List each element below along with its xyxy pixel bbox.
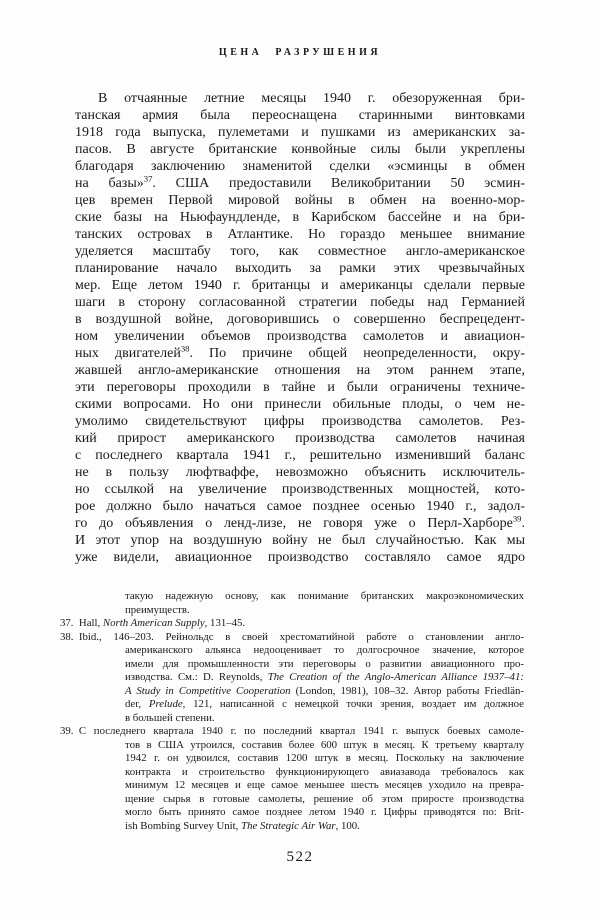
body-text-line: цев времен Первой мировой войны в обмен на военно-мор- (75, 193, 525, 208)
footnote-line: 37. Hall, North American Supply, 131–45. (60, 617, 246, 629)
footnote-line: 1942 г. он удвоился, составив 1200 штук в месяц. Поскольку на заключение (125, 752, 524, 764)
body-text-line: ных двигателей$^{38}$. По причине общей неопределенности, окру- (75, 345, 525, 361)
body-text-line: не в пользу люфтваффе, невозможно объяснить исключитель- (75, 465, 525, 480)
body-text-line: ские базы на Ньюфаундленде, в Карибском бассейне и на бри- (75, 210, 525, 225)
body-text-line: танская армия была переоснащена старинными винтовками (75, 108, 525, 123)
body-text-line: но ссылкой на увеличение производственных мощностей, кото- (75, 482, 525, 497)
body-text-line: рое должно было начаться самое позднее осенью 1940 г., задол- (75, 499, 525, 514)
footnotes (60, 590, 524, 833)
body-text-line: эти переговоры проходили в тайне и были ограничены техниче- (75, 380, 525, 395)
footnote-line: тов в США утроился, составив более 600 штук в месяц. К третьему кварталу (125, 738, 524, 751)
body-text-line: уже видели, авиационное производство составляло самое ядро (75, 550, 525, 565)
body-text (75, 90, 525, 566)
footnote-line: американского альянса недооценивает то долгосрочное значение, которое (125, 644, 524, 656)
footnote-line: в большей степени. (125, 711, 215, 724)
body-text-line: го до объявления о ленд-лизе, не говоря уже о Перл-Харборе$^{39}$. (75, 515, 525, 531)
body-text-line: 1918 года выпуска, пулеметами и пушками из американских за- (75, 125, 525, 140)
body-text-line: на базы»$^{37}$. США предоставили Великобритании 50 эсмин- (75, 175, 525, 191)
footnote-line: 38. Ibid., 146–203. Рейнольдс в своей хрестоматийной работе о становлении англо- (60, 630, 524, 643)
body-text-line: И этот упор на воздушную войну не был случайностью. Как мы (75, 533, 525, 548)
body-text-line: шаги в сторону согласованной стратегии победы над Германией (75, 295, 525, 310)
footnote-line: изводства. См.: D. Reynolds, The Creation of the Anglo-American Alliance 1937–41: (125, 671, 524, 683)
body-text-line: уделяется масштабу того, как совместное англо-американское (75, 244, 525, 259)
body-text-line: жавшей англо-американские отношения на этом раннем этапе, (75, 363, 525, 378)
body-text-line: мер. Еще летом 1940 г. британцы и американцы сделали первые (75, 278, 525, 293)
footnote-line: преимуществ. (125, 603, 190, 616)
body-text-line: с последнего квартала 1941 г., решительно изменивший баланс (75, 448, 525, 463)
footnote-line: 39. С последнего квартала 1940 г. по последний квартал 1941 г. выпуск боевых самоле- (60, 725, 524, 737)
footnote-line: щение сырья в готовые самолеты, решение об этом приросте производства (125, 792, 524, 805)
body-text-line: кий прирост американского производства самолетов начиная (75, 431, 525, 446)
footnote-line: контракта и строительство функционирующего авиазавода требовалось как (125, 765, 524, 778)
body-text-line: благодаря заключению знаменитой сделки «эсминцы в обмен (75, 159, 525, 174)
footnote-line: ish Bombing Survey Unit, The Strategic Air War, 100. (125, 819, 360, 832)
running-header: ЦЕНА РАЗРУШЕНИЯ (218, 47, 382, 58)
body-text-line: пасов. В августе британские конвойные силы были укреплены (75, 142, 525, 157)
body-text-line: в воздушной войне, договорившись о совершенно беспрецедент- (75, 312, 525, 327)
footnote-line: имели для промышленности эти переговоры о развитии авиационного про- (125, 657, 524, 670)
body-text-line: скими вопросами. Но они принесли обильные плоды, о чем не- (75, 397, 525, 412)
page-number: 522 (286, 849, 314, 865)
body-text-line: планирование начало выходить за рамки этих чрезвычайных (75, 261, 525, 276)
body-text-line: В отчаянные летние месяцы 1940 г. обезоруженная бри- (98, 91, 525, 106)
footnote-line: A Study in Competitive Cooperation (London, 1981), 108–32. Автор работы Friedlän- (125, 684, 524, 697)
footnote-line: такую надежную основу, как понимание британских макроэкономических (125, 590, 524, 602)
footnote-line: der, Prelude, 121, написанной с немецкой точки зрения, воздает им должное (125, 698, 524, 710)
body-text-line: танских островах в Атлантике. Но гораздо меньшее внимание (75, 227, 525, 242)
body-text-line: ном увеличении объемов производства самолетов и авиацион- (75, 329, 525, 344)
footnote-line: могло быть принято самое позднее летом 1940 г. Цифры приводятся по: Brit- (125, 806, 524, 818)
body-text-line: умолимо свидетельствуют цифры производства самолетов. Рез- (75, 414, 525, 429)
footnote-line: минимум 12 месяцев и еще самое меньшее шесть месяцев уходило на превра- (125, 779, 524, 791)
